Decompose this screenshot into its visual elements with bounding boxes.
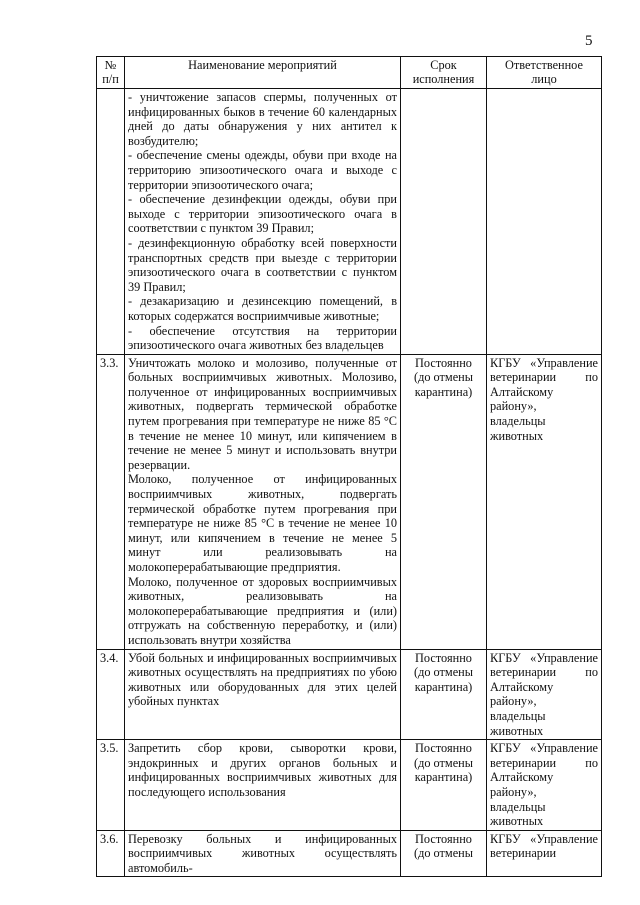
term-line: Постоянно (415, 831, 472, 846)
header-term-line: исполнения (412, 71, 475, 86)
row-term (401, 354, 487, 649)
header-num-line: п/п (102, 71, 119, 86)
table-row (97, 740, 602, 831)
row-measures (125, 830, 401, 877)
table-header-row (97, 57, 602, 89)
row-responsible (487, 649, 602, 740)
header-num (97, 57, 125, 89)
row-responsible (487, 740, 602, 831)
table-row (97, 89, 602, 355)
row-number: 3.3. (97, 354, 125, 649)
term-line: карантина) (414, 679, 473, 694)
term-line: Постоянно (415, 355, 472, 370)
row-term (401, 89, 487, 355)
measure-paragraph: Запретить сбор крови, сыворотки крови, эндокринных и других органов больных и инфицированных восприимчивых животных для последующего использования (128, 741, 397, 799)
measure-paragraph: Уничтожать молоко и молозиво, полученные от больных восприимчивых животных. Молозиво, полученное от инфицированных восприимчивых животных, подвергать термической обработке путем прогревания при температуре не ниже 85 °С в течение не менее 10 минут, или кипячением в течение не менее 5 минут и использовать внутри резервации. (128, 355, 397, 472)
row-number: 3.4. (97, 649, 125, 740)
measure-paragraph: - дезакаризацию и дезинсекцию помещений, в которых содержатся восприимчивые животные; (128, 294, 397, 323)
row-responsible (487, 354, 602, 649)
row-number (97, 89, 125, 355)
responsible-org: КГБУ «Управление ветеринарии по Алтайскому району», (490, 741, 598, 799)
measure-paragraph: Молоко, полученное от инфицированных восприимчивых животных, подвергать термической обработке путем прогревания при температуре не ниже 85 °С в течение не менее 10 минут, или кипячением в течение не менее 5 минут или реализовывать на молокоперерабатывающие предприятия. (128, 472, 397, 574)
table-row (97, 830, 602, 877)
row-term (401, 649, 487, 740)
measure-paragraph: - обеспечение смены одежды, обуви при входе на территорию эпизоотического очага и выходе с территории эпизоотического очага; (128, 148, 397, 192)
row-measures (125, 740, 401, 831)
row-measures (125, 354, 401, 649)
responsible-org: КГБУ «Управление ветеринарии по Алтайскому району», (490, 355, 598, 414)
row-term (401, 830, 487, 877)
row-number: 3.5. (97, 740, 125, 831)
page-number: 5 (585, 33, 593, 49)
header-num-line: № (104, 58, 117, 72)
responsible-org: КГБУ «Управление ветеринарии по Алтайскому району», (490, 650, 598, 709)
row-responsible (487, 830, 602, 877)
measure-paragraph: Молоко, полученное от здоровых восприимчивых животных, реализовывать на молокоперерабатывающие предприятия и (или) отгружать на собственную переработку, и (или) использовать внутри хозяйства (128, 574, 397, 647)
header-responsible (487, 57, 602, 89)
term-line: (до отмены (413, 665, 474, 680)
measures-table (96, 56, 602, 877)
responsible-owners: владельцы животных (490, 799, 546, 829)
measure-paragraph: Перевозку больных и инфицированных восприимчивых животных осуществлять автомобиль- (128, 831, 397, 875)
term-line: карантина) (414, 770, 473, 785)
table-row (97, 649, 602, 740)
row-measures (125, 649, 401, 740)
term-line: (до отмены (413, 370, 474, 385)
measure-paragraph: - обеспечение дезинфекции одежды, обуви при выходе с территории эпизоотического очага в соответствии с пунктом 39 Правил; (128, 192, 397, 236)
responsible-owners: владельцы животных (490, 414, 546, 443)
header-name-text: Наименование мероприятий (188, 58, 337, 72)
term-line: (до отмены (413, 755, 474, 770)
measure-paragraph: - уничтожение запасов спермы, полученных от инфицированных быков в течение 60 календарных дней до даты обнаружения у них антител к возбудителю; (128, 90, 397, 148)
row-number: 3.6. (97, 830, 125, 877)
header-responsible-line: Ответственное (505, 58, 583, 72)
term-line: карантина) (414, 384, 473, 399)
header-responsible-line: лицо (531, 71, 557, 86)
responsible-owners: владельцы животных (490, 708, 546, 738)
row-responsible (487, 89, 602, 355)
responsible-org: КГБУ «Управление ветеринарии (490, 831, 598, 861)
header-name (125, 57, 401, 89)
header-term-line: Срок (430, 58, 457, 72)
term-line: Постоянно (415, 650, 472, 665)
measure-paragraph: - дезинфекционную обработку всей поверхности транспортных средств при выезде с территории эпизоотического очага в соответствии с пунктом 39 Правил; (128, 235, 397, 294)
header-term (401, 57, 487, 89)
row-term (401, 740, 487, 831)
measure-paragraph: - обеспечение отсутствия на территории эпизоотического очага животных без владельцев (128, 323, 397, 353)
row-measures (125, 89, 401, 355)
term-line: (до отмены (413, 846, 474, 861)
table-row (97, 354, 602, 649)
measure-paragraph: Убой больных и инфицированных восприимчивых животных осуществлять на предприятиях по убою животных или оборудованных для этих целей убойных пунктах (128, 650, 397, 709)
term-line: Постоянно (415, 741, 472, 756)
